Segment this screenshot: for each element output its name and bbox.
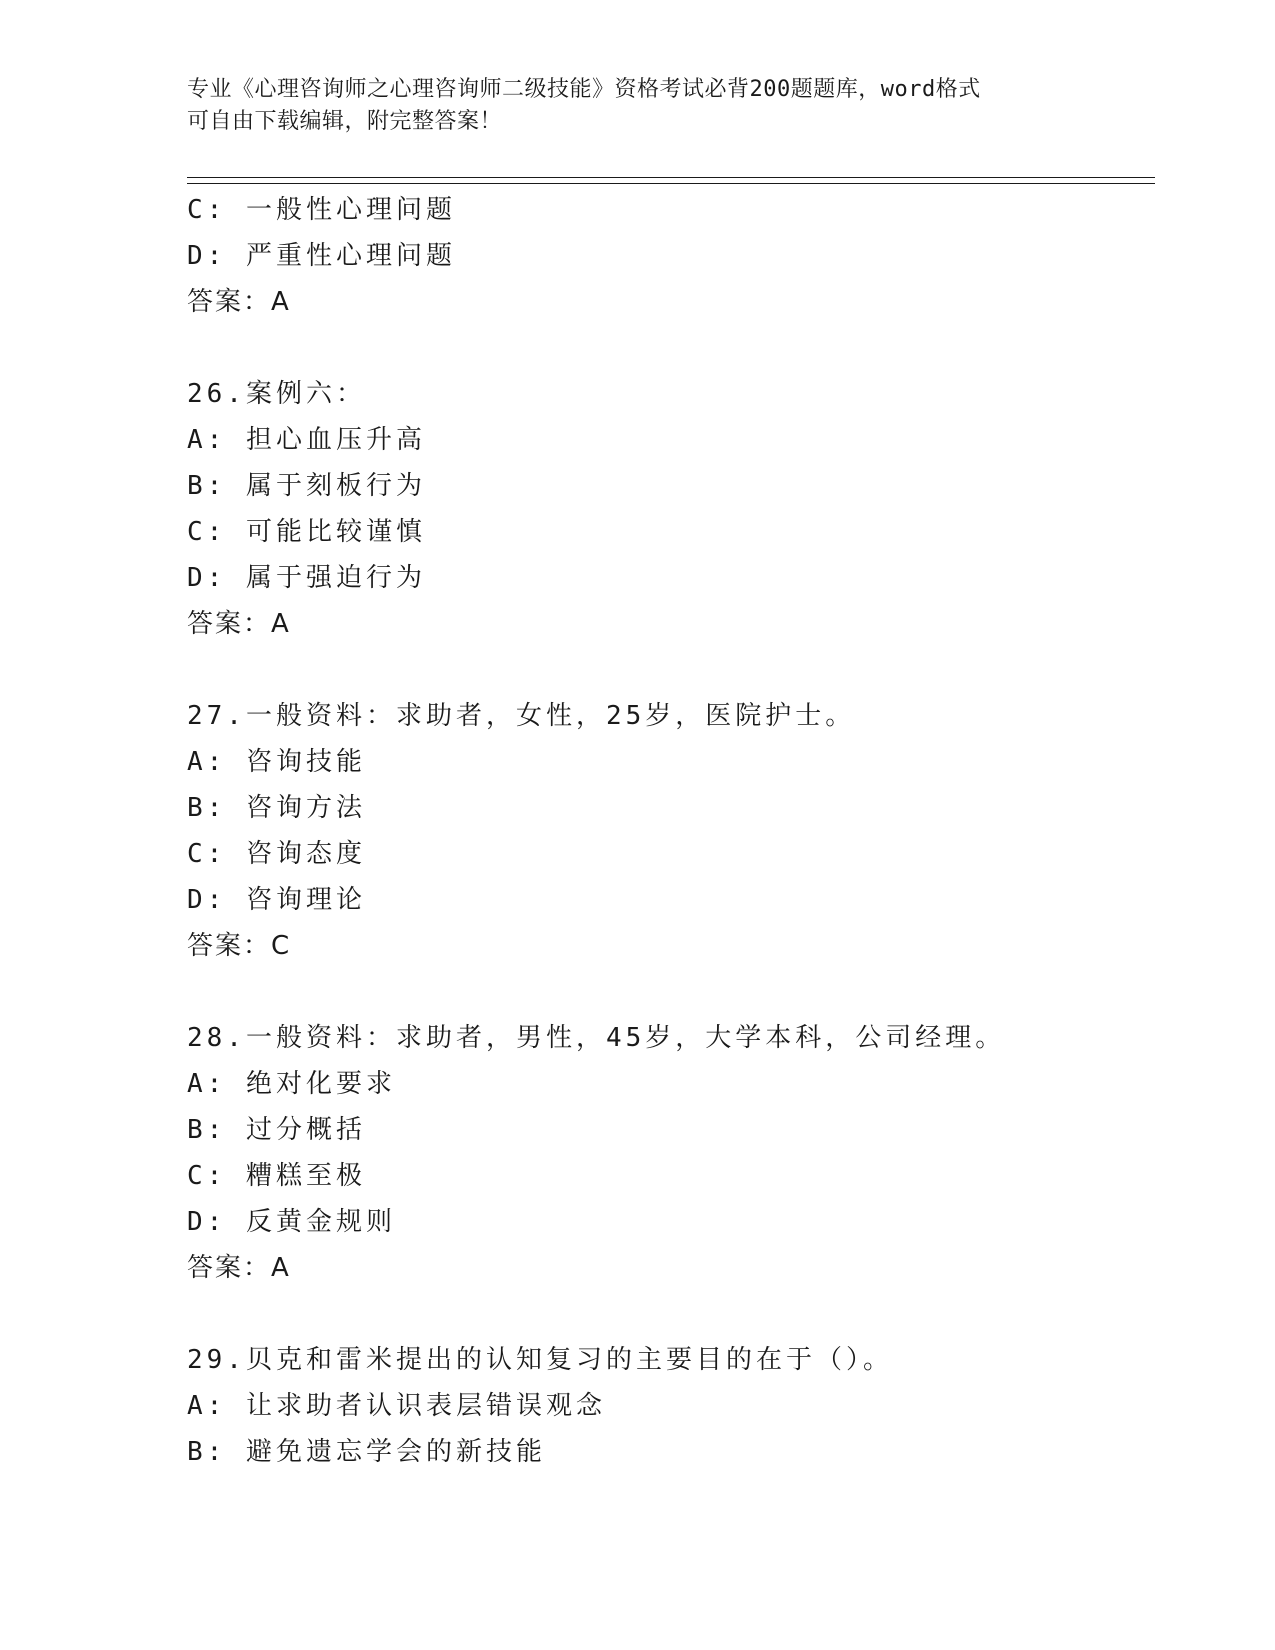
- question-29: [187, 1337, 1155, 1475]
- header-line-1: 专业《心理咨询师之心理咨询师二级技能》资格考试必背200题题库，word格式: [187, 77, 981, 102]
- question-list: [187, 187, 1155, 1475]
- option-b: B: 避免遗忘学会的新技能: [187, 1437, 546, 1467]
- option-d: D: 严重性心理问题: [187, 241, 456, 271]
- option-a: A: 绝对化要求: [187, 1069, 396, 1099]
- answer-line: 答案：A: [187, 609, 291, 639]
- question-stem: 29.贝克和雷米提出的认知复习的主要目的在于（）。: [187, 1345, 893, 1375]
- option-a: A: 让求助者认识表层错误观念: [187, 1391, 606, 1421]
- option-b: B: 咨询方法: [187, 793, 366, 823]
- option-d: D: 属于强迫行为: [187, 563, 426, 593]
- question-stem: 28.一般资料：求助者，男性，45岁，大学本科，公司经理。: [187, 1023, 1006, 1053]
- header-line-2: 可自由下载编辑，附完整答案！: [187, 109, 503, 134]
- spacer: [187, 969, 1155, 1015]
- header-divider-top: [187, 177, 1155, 178]
- question-26: [187, 371, 1155, 647]
- option-b: B: 属于刻板行为: [187, 471, 426, 501]
- question-25-continuation: [187, 187, 1155, 325]
- option-c: C: 糟糕至极: [187, 1161, 366, 1191]
- spacer: [187, 325, 1155, 371]
- option-d: D: 反黄金规则: [187, 1207, 396, 1237]
- option-c: C: 咨询态度: [187, 839, 366, 869]
- question-stem: 27.一般资料：求助者，女性，25岁，医院护士。: [187, 701, 856, 731]
- question-28: [187, 1015, 1155, 1291]
- option-b: B: 过分概括: [187, 1115, 366, 1145]
- option-d: D: 咨询理论: [187, 885, 366, 915]
- header-divider-bottom: [187, 183, 1155, 184]
- spacer: [187, 647, 1155, 693]
- question-stem: 26.案例六：: [187, 379, 366, 409]
- answer-line: 答案：A: [187, 1253, 291, 1283]
- option-a: A: 担心血压升高: [187, 425, 426, 455]
- document-header: [187, 74, 1087, 138]
- answer-line: 答案：A: [187, 287, 291, 317]
- answer-line: 答案：C: [187, 931, 292, 961]
- spacer: [187, 1291, 1155, 1337]
- question-27: [187, 693, 1155, 969]
- option-c: C: 一般性心理问题: [187, 195, 456, 225]
- option-c: C: 可能比较谨慎: [187, 517, 426, 547]
- option-a: A: 咨询技能: [187, 747, 366, 777]
